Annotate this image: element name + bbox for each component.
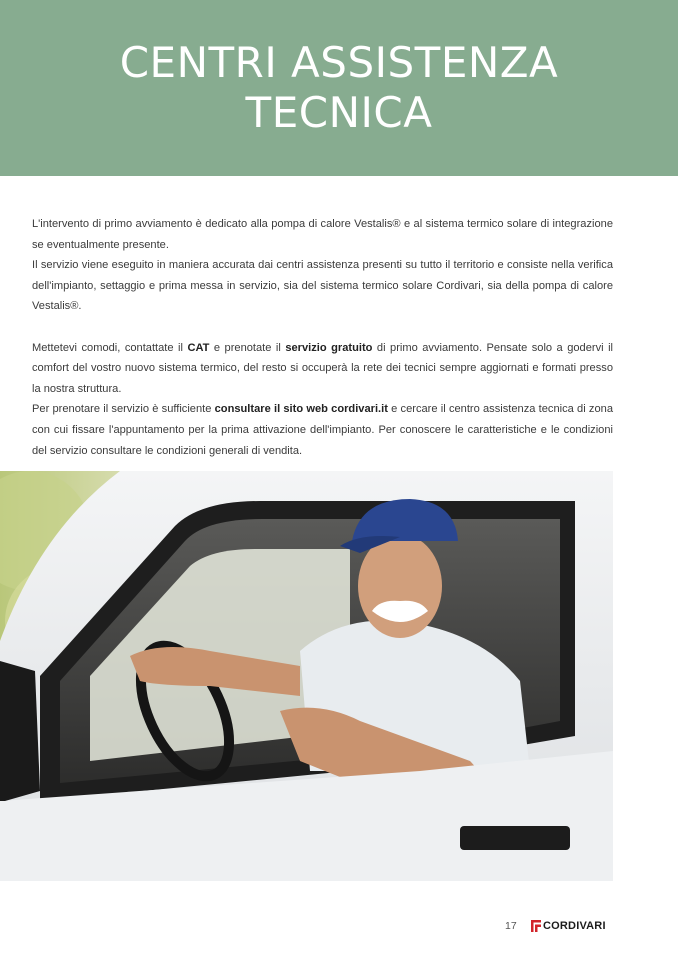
- paragraph-intro: L'intervento di primo avviamento è dedicato alla pompa di calore Vestalis® e al sistema termico solare di integrazione se eventualmente presente.: [32, 218, 613, 251]
- title-line-1: CENTRI ASSISTENZA: [119, 38, 559, 87]
- header-banner: [0, 0, 678, 176]
- paragraph-contact: Mettetevi comodi, contattate il CAT e prenotate il servizio gratuito di primo avviamento. Pensate solo a godervi il comfort del vostro nuovo sistema termico, del resto si occuperà la rete dei tecnici sempre aggiornati e formati presso la nostra struttura.: [32, 341, 614, 395]
- title-line-2: TECNICA: [245, 88, 433, 137]
- paragraph-service: Il servizio viene eseguito in maniera accurata dai centri assistenza presenti su tutto il territorio e consiste nella verifica dell'impianto, settaggio e prima messa in servizio, sia del sistema termico solare Cordivari, sia della pompa di calore Vestalis®.: [32, 259, 613, 313]
- van-photo-illustration: [0, 471, 613, 881]
- photo-technician-in-van: [0, 471, 613, 881]
- footer: [0, 918, 678, 938]
- brand-name: CORDIVARI: [543, 920, 606, 932]
- website-highlight: consultare il sito web cordivari.it: [214, 403, 388, 416]
- free-service-highlight: servizio gratuito: [285, 341, 373, 354]
- cordivari-logo-icon: [531, 920, 541, 932]
- cat-highlight: CAT: [187, 341, 210, 354]
- cordivari-logo: [531, 918, 606, 934]
- page-title: [0, 38, 678, 138]
- body-text: [32, 214, 613, 461]
- paragraph-booking: Per prenotare il servizio è sufficiente consultare il sito web cordivari.it e cercare il centro assistenza tecnica di zona con cui fissare l'appuntamento per la prima attivazione dell'impianto. Per conoscere le caratteristiche e le condizioni del servizio consultare le condizioni generali di vendita.: [32, 403, 613, 457]
- page-number: 17: [505, 920, 517, 932]
